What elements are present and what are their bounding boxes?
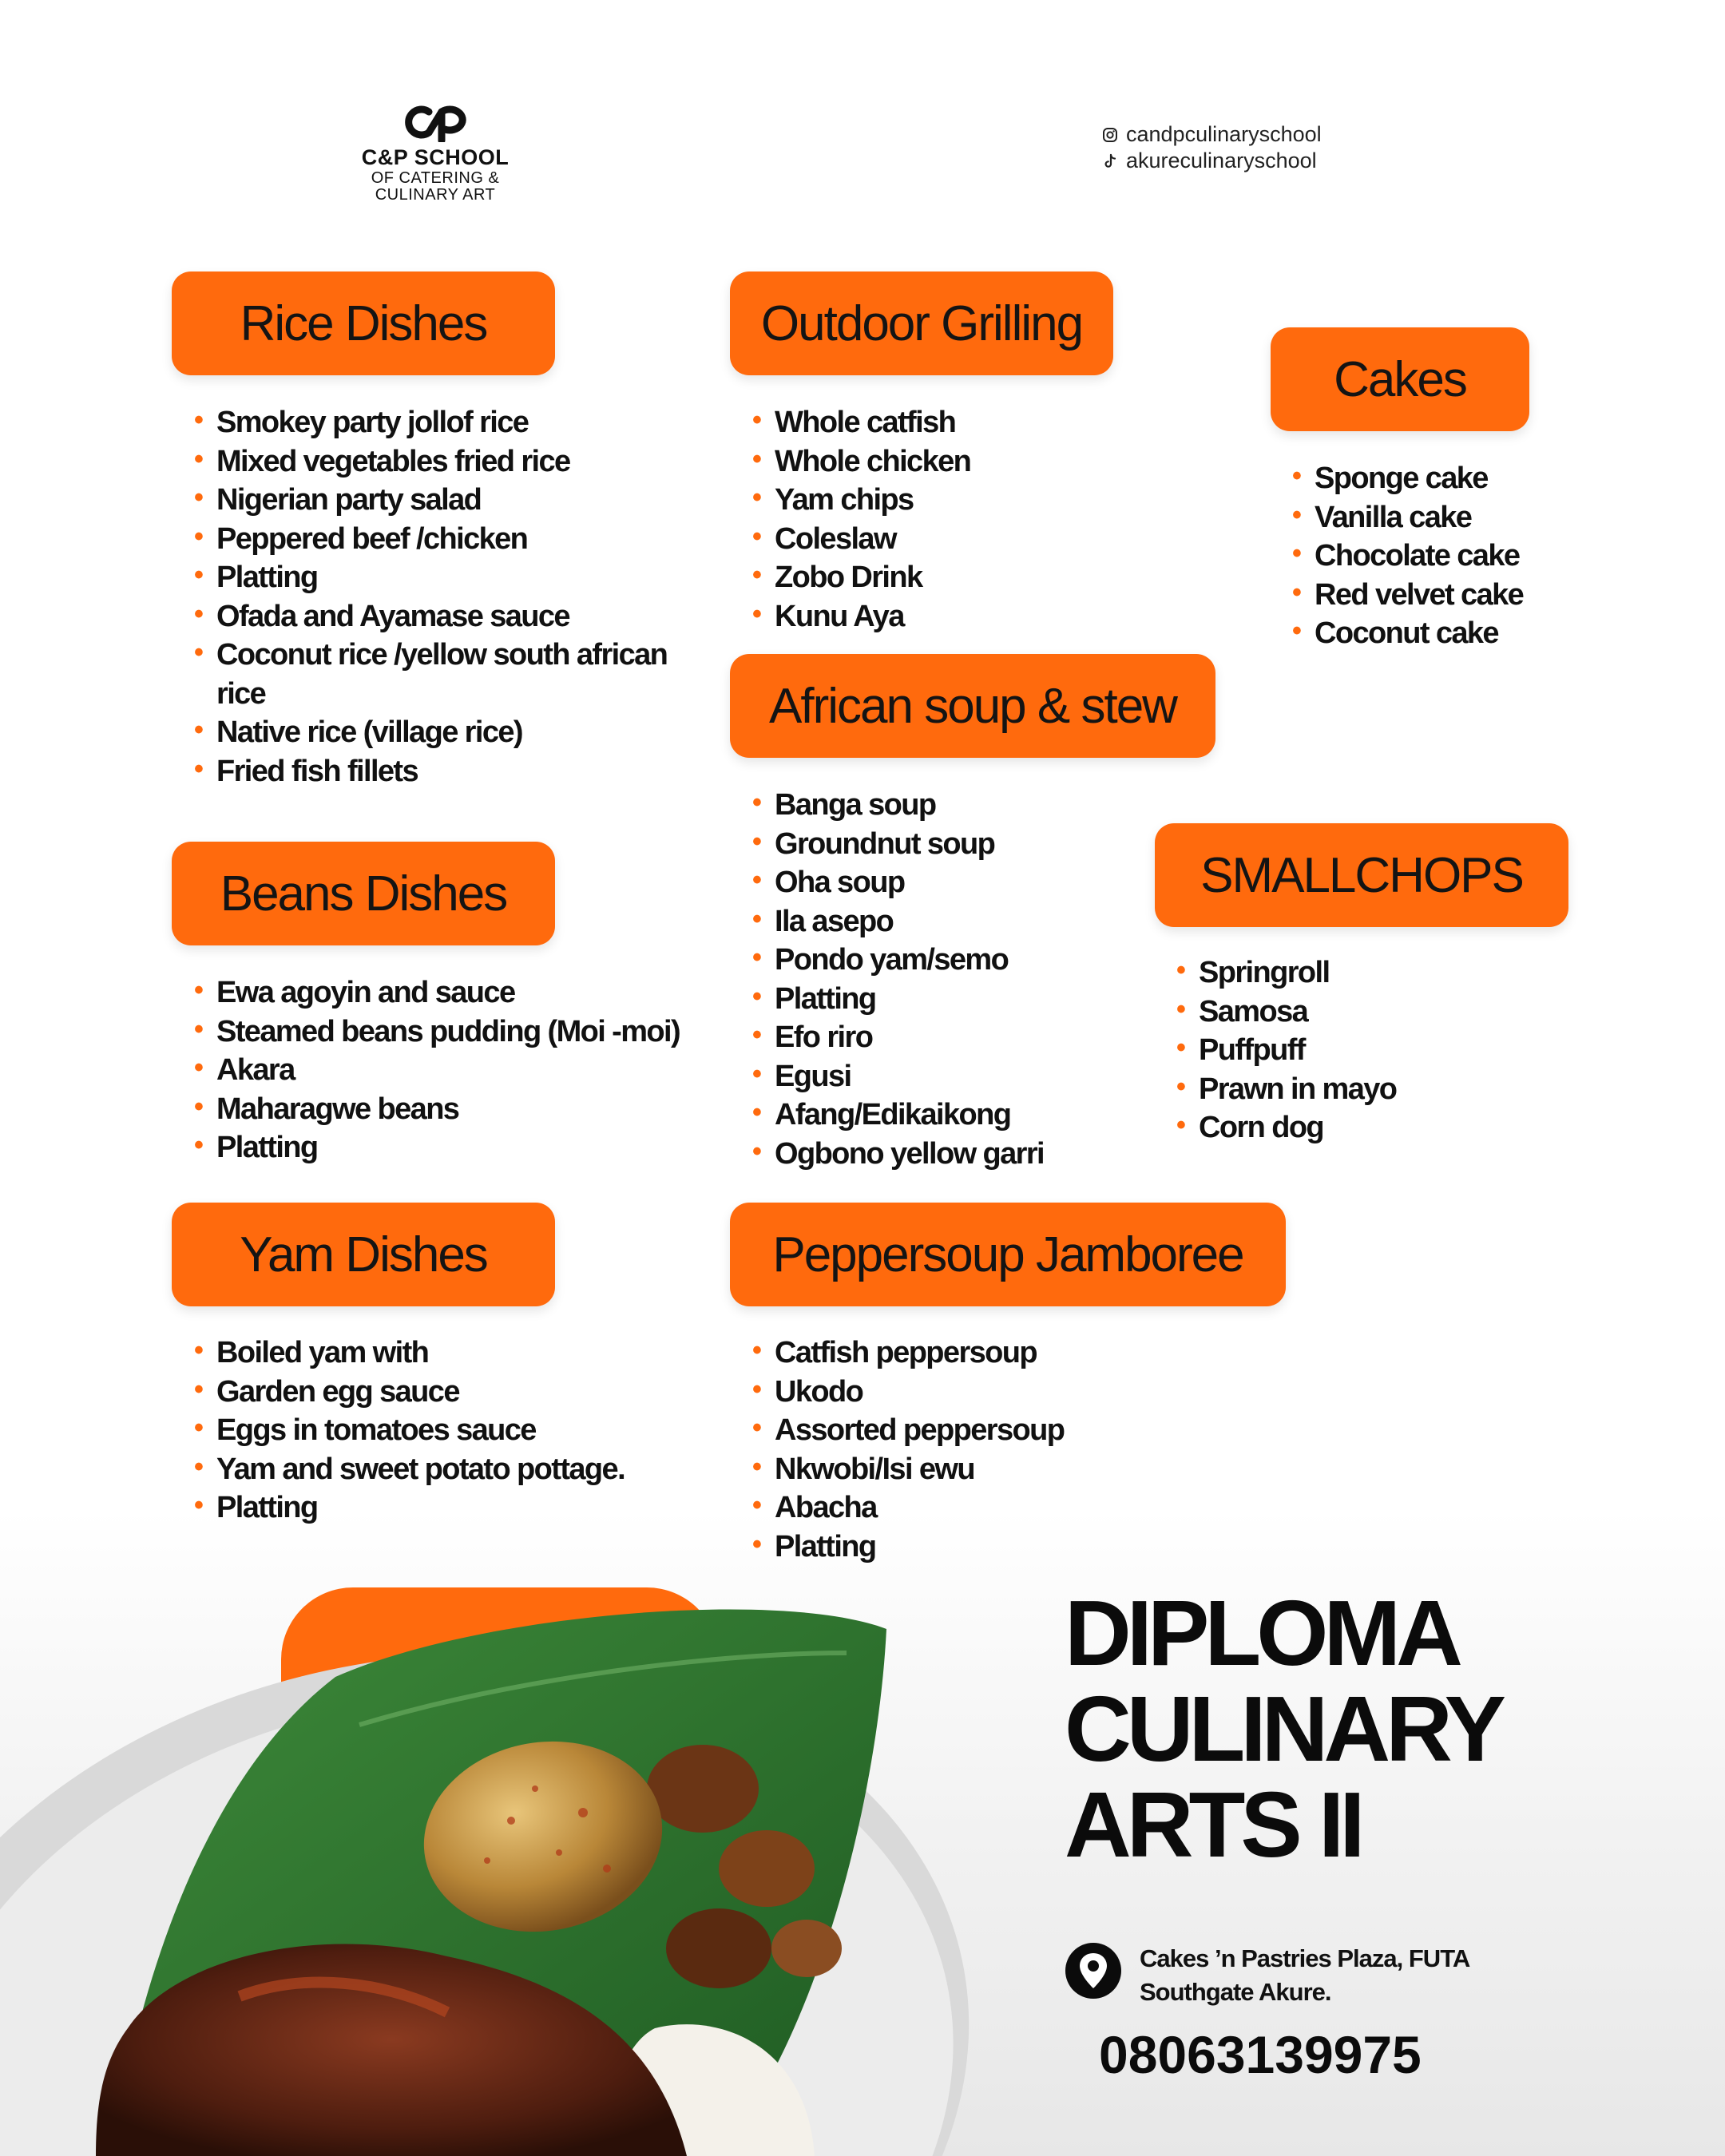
list-item: • Platting — [194, 558, 689, 597]
list-item: • Ukodo — [752, 1373, 1200, 1412]
phone-number[interactable]: 08063139975 — [1099, 2025, 1422, 2084]
rice-dishes-header: Rice Dishes — [172, 271, 555, 375]
logo-title: C&P SCHOOL — [361, 145, 510, 169]
instagram-handle[interactable] — [1102, 121, 1322, 148]
list-item: • Kunu Aya — [752, 597, 1168, 636]
list-item: • Banga soup — [752, 786, 1168, 825]
course-title — [1065, 1581, 1502, 1877]
list-item: • Coconut cake — [1292, 614, 1660, 653]
list-item: • Whole catfish — [752, 403, 1168, 442]
list-item: • Platting — [194, 1488, 689, 1528]
list-item: • Mixed vegetables fried rice — [194, 442, 689, 482]
list-item: • Smokey party jollof rice — [194, 403, 689, 442]
address-line-1: Cakes ’n Pastries Plaza, FUTA — [1140, 1944, 1470, 1972]
list-item: • Coleslaw — [752, 520, 1168, 559]
cakes-list — [1292, 459, 1660, 653]
list-item: • Abacha — [752, 1488, 1200, 1528]
list-item: • Springroll — [1176, 953, 1544, 993]
list-item: • Samosa — [1176, 993, 1544, 1032]
list-item: • Groundnut soup — [752, 825, 1168, 864]
logo-subtitle-2: CULINARY ART — [375, 186, 496, 204]
list-item: • Prawn in mayo — [1176, 1070, 1544, 1109]
tiktok-icon — [1102, 153, 1118, 169]
tiktok-handle-text: akureculinaryschool — [1126, 149, 1317, 172]
list-item: • Platting — [194, 1128, 705, 1167]
list-item: • Ila asepo — [752, 902, 1168, 941]
list-item: • Efo riro — [752, 1018, 1168, 1057]
list-item: • Fried fish fillets — [194, 752, 689, 791]
list-item: • Steamed beans pudding (Moi -moi) — [194, 1013, 705, 1052]
list-item: • Catfish peppersoup — [752, 1334, 1200, 1373]
list-item: • Chocolate cake — [1292, 537, 1660, 576]
list-item: • Ogbono yellow garri — [752, 1135, 1168, 1174]
list-item: • Native rice (village rice) — [194, 713, 689, 752]
list-item: • Ofada and Ayamase sauce — [194, 597, 689, 636]
list-item: • Coconut rice /yellow south african rice — [194, 636, 689, 713]
outdoor-grilling-list — [752, 403, 1168, 636]
outdoor-grilling-header: Outdoor Grilling — [730, 271, 1113, 375]
social-handles — [1102, 121, 1322, 174]
list-item: • Vanilla cake — [1292, 498, 1660, 537]
cp-infinity-logo-icon — [397, 102, 474, 142]
instagram-handle-text: candpculinaryschool — [1126, 122, 1322, 146]
list-item: • Platting — [752, 1528, 1200, 1567]
list-item: • Zobo Drink — [752, 558, 1168, 597]
address-block — [1065, 1942, 1469, 2009]
tiktok-handle[interactable] — [1102, 148, 1322, 174]
ofada-rice-plate-image — [0, 1581, 1006, 2156]
list-item: • Ewa agoyin and sauce — [194, 973, 705, 1013]
school-logo — [351, 102, 519, 204]
address-line-2: Southgate Akure. — [1140, 1978, 1331, 2006]
list-item: • Red velvet cake — [1292, 576, 1660, 615]
african-soup-header: African soup & stew — [730, 654, 1215, 758]
list-item: • Oha soup — [752, 863, 1168, 902]
cakes-header: Cakes — [1271, 327, 1529, 431]
list-item: • Garden egg sauce — [194, 1373, 689, 1412]
list-item: • Whole chicken — [752, 442, 1168, 482]
list-item: • Akara — [194, 1051, 705, 1090]
list-item: • Sponge cake — [1292, 459, 1660, 498]
location-pin-icon — [1065, 1942, 1122, 1999]
list-item: • Platting — [752, 980, 1168, 1019]
peppersoup-jamboree-list — [752, 1334, 1200, 1566]
smallchops-list — [1176, 953, 1544, 1147]
list-item: • Nigerian party salad — [194, 481, 689, 520]
beans-dishes-header: Beans Dishes — [172, 842, 555, 945]
rice-dishes-list — [194, 403, 689, 791]
list-item: • Nkwobi/Isi ewu — [752, 1450, 1200, 1489]
list-item: • Maharagwe beans — [194, 1090, 705, 1129]
list-item: • Pondo yam/semo — [752, 941, 1168, 980]
address-text — [1140, 1942, 1469, 2009]
list-item: • Yam chips — [752, 481, 1168, 520]
list-item: • Egusi — [752, 1057, 1168, 1096]
instagram-icon — [1102, 127, 1118, 143]
african-soup-list — [752, 786, 1168, 1173]
course-title-line-1: DIPLOMA — [1065, 1581, 1458, 1685]
list-item: • Peppered beef /chicken — [194, 520, 689, 559]
logo-subtitle-1: OF CATERING & — [371, 169, 500, 187]
course-title-line-2: CULINARY — [1065, 1677, 1502, 1781]
list-item: • Yam and sweet potato pottage. — [194, 1450, 689, 1489]
peppersoup-jamboree-header: Peppersoup Jamboree — [730, 1203, 1286, 1306]
list-item: • Corn dog — [1176, 1108, 1544, 1147]
list-item: • Eggs in tomatoes sauce — [194, 1411, 689, 1450]
list-item: • Puffpuff — [1176, 1031, 1544, 1070]
list-item: • Assorted peppersoup — [752, 1411, 1200, 1450]
yam-dishes-list — [194, 1334, 689, 1528]
beans-dishes-list — [194, 973, 705, 1167]
course-title-line-3: ARTS II — [1065, 1773, 1361, 1877]
smallchops-header: SMALLCHOPS — [1155, 823, 1568, 927]
list-item: • Afang/Edikaikong — [752, 1096, 1168, 1135]
yam-dishes-header: Yam Dishes — [172, 1203, 555, 1306]
list-item: • Boiled yam with — [194, 1334, 689, 1373]
